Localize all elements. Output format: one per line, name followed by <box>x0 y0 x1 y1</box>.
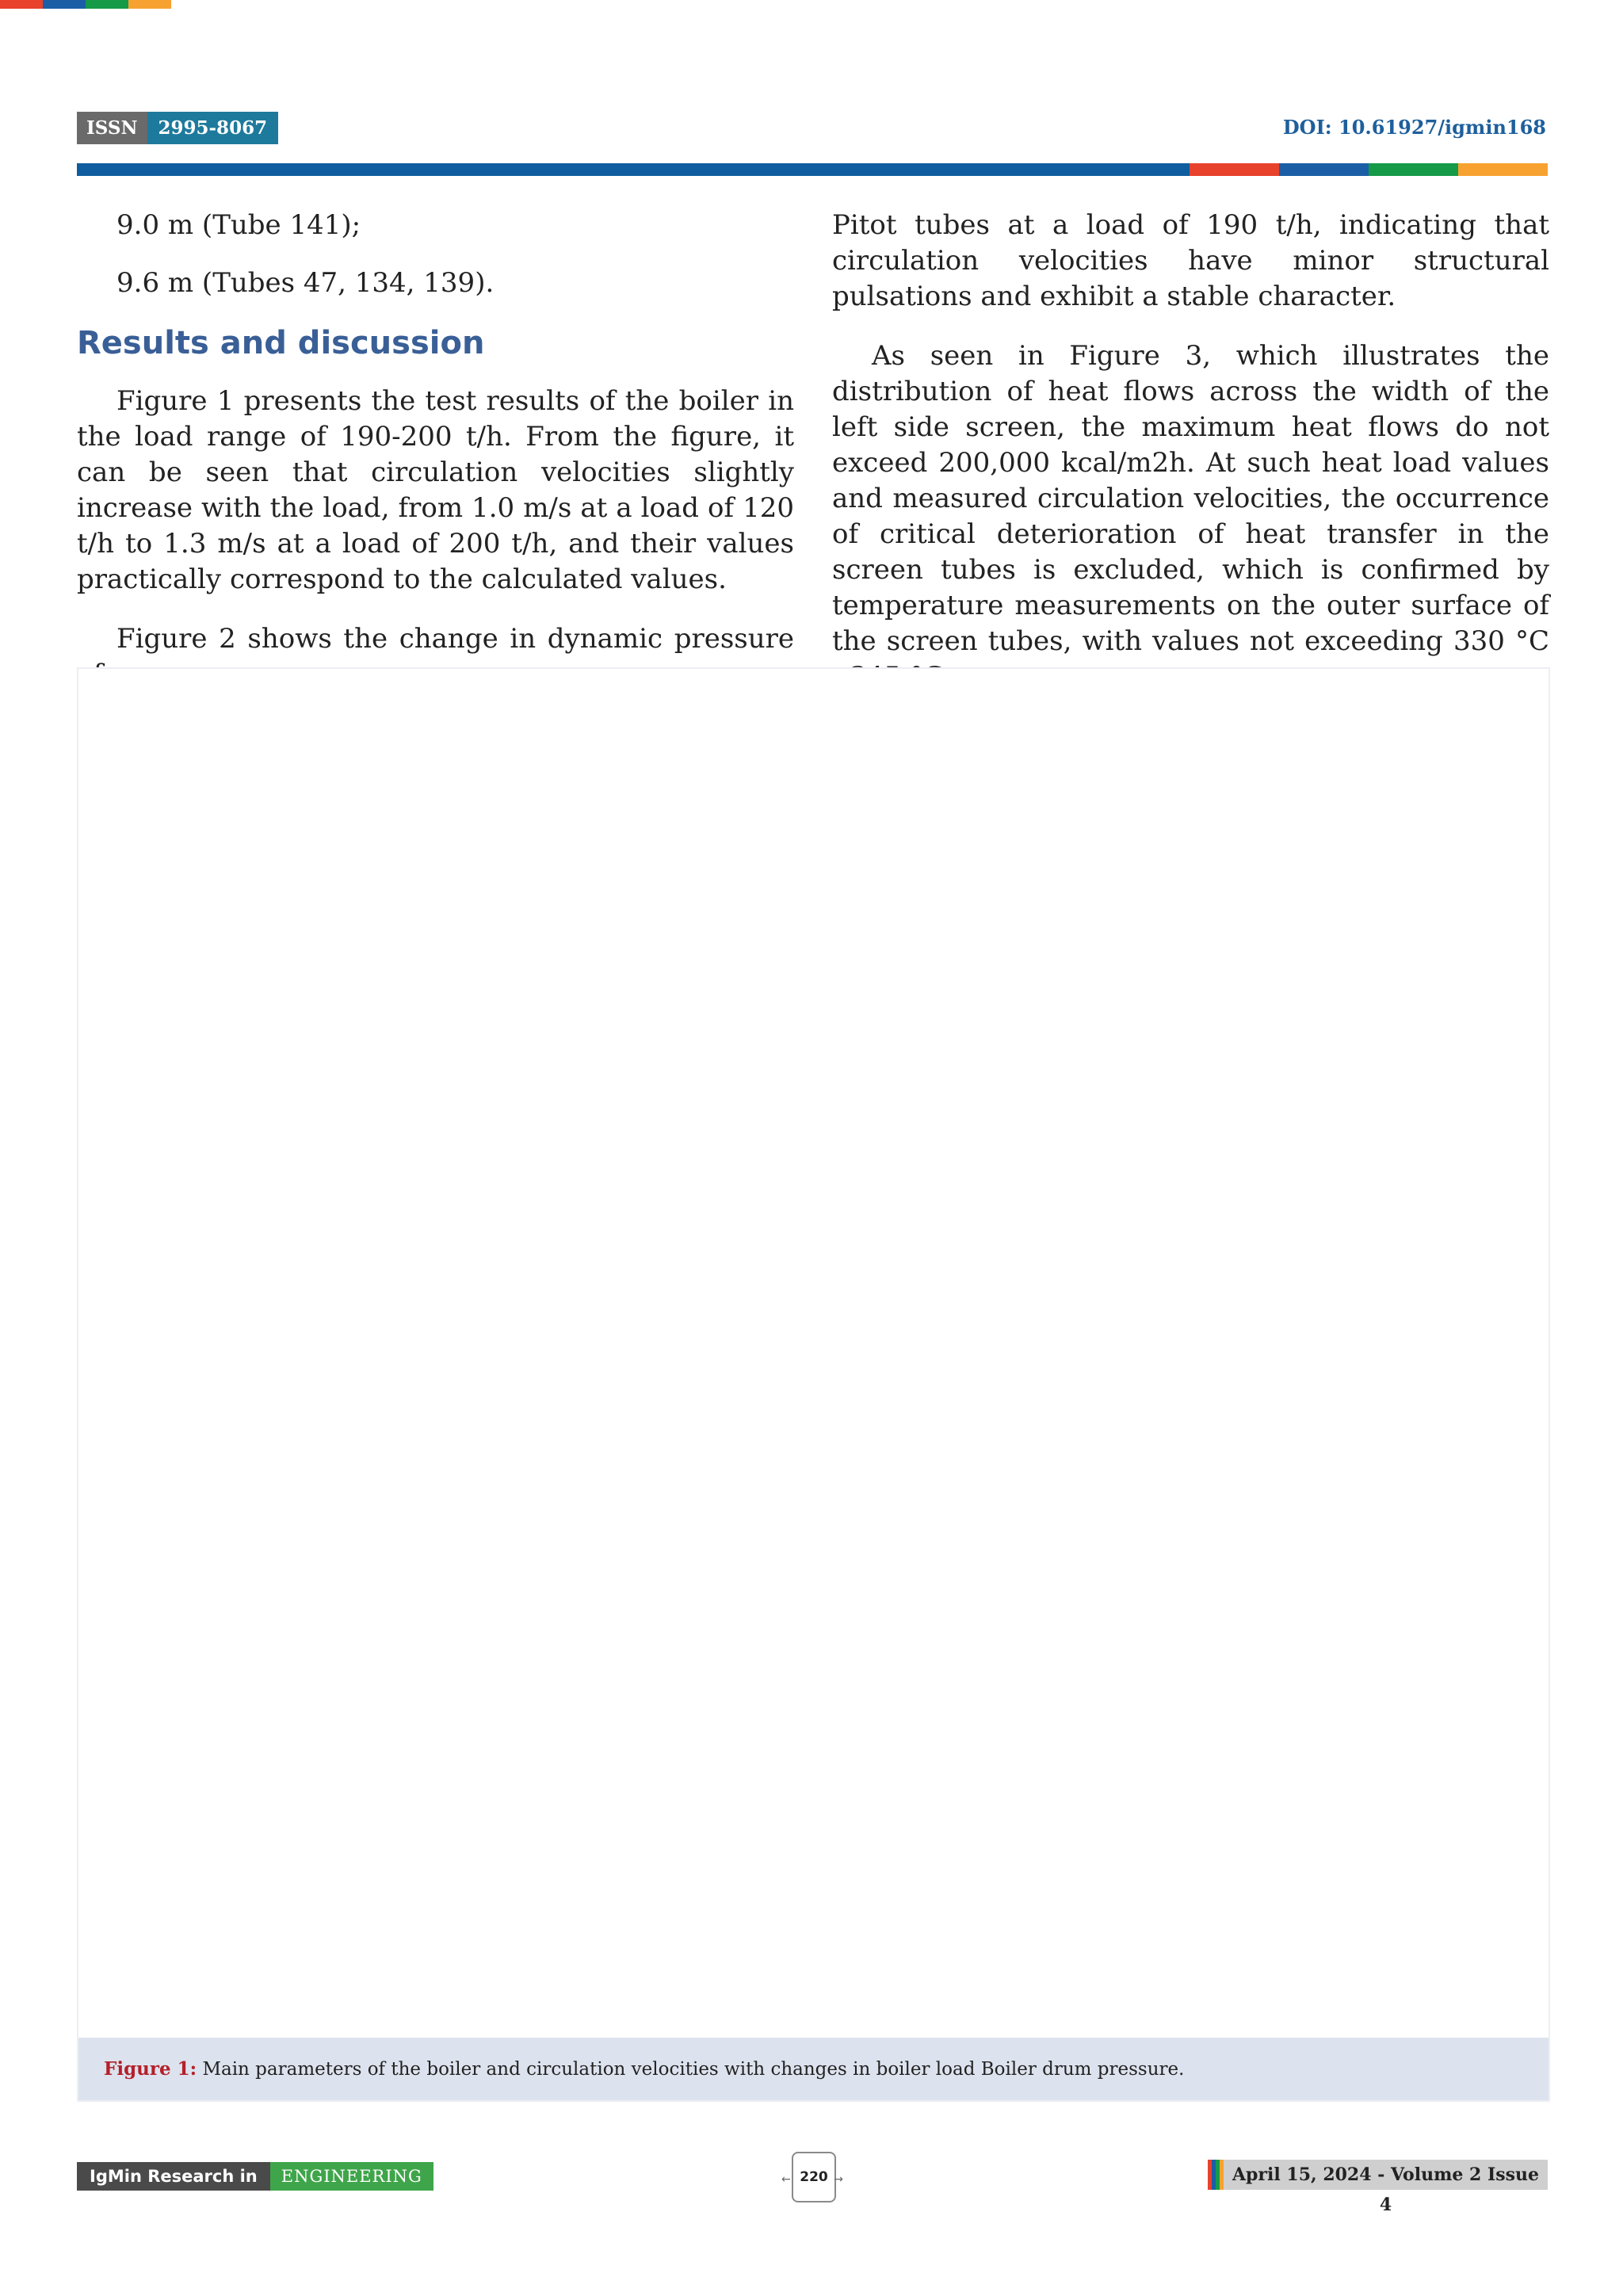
figure-caption-text: Main parameters of the boiler and circulation velocities with changes in boiler load Boiler drum pressure. <box>202 2059 1185 2080</box>
color-stripes <box>1208 2160 1224 2190</box>
right-column <box>832 208 1549 719</box>
journal-prefix: IgMin Research in <box>77 2162 270 2191</box>
paragraph: Figure 2 shows the change in dynamic pressure <box>116 623 794 655</box>
figure-caption <box>78 2038 1549 2100</box>
paragraph: Pitot tubes at a load of 190 t/h, indicating that circulation velocities have minor structural pulsations and exhibit a stable character. <box>832 209 1549 312</box>
issn-label: ISSN <box>77 112 147 144</box>
page-number: 220 <box>792 2152 836 2202</box>
rule-segment-orange <box>1458 163 1548 176</box>
strip-red <box>0 0 43 9</box>
section-heading: Results and discussion <box>77 325 485 361</box>
strip-blue <box>43 0 86 9</box>
rule-segment-blue <box>77 163 1190 176</box>
left-column <box>77 208 794 716</box>
issn-badge <box>77 112 278 144</box>
rule-segment-darkblue <box>1279 163 1369 176</box>
paragraph: As seen in Figure 3, which illustrates the distribution of heat flows across the width of the left side screen, the maximum heat flows do not exceed 200,000 kcal/m2h. At such heat load values and measured circulation velocities, the occurrence of critical deterioration of heat transfer in the screen tubes is excluded, which is confirmed by temperature measurements on the outer surface of the screen tubes, with values not exceeding 330 °C <box>832 340 1549 657</box>
strip-orange <box>128 0 171 9</box>
issn-number: 2995-8067 <box>147 112 279 144</box>
rule-segment-green <box>1369 163 1458 176</box>
journal-badge <box>77 2162 433 2191</box>
journal-field: ENGINEERING <box>270 2162 433 2191</box>
date-volume: April 15, 2024 - Volume 2 Issue 4 <box>1224 2160 1548 2190</box>
paragraph: Figure 1 presents the test results of the boiler in the load range of 190-200 t/h. From the figure, it can be seen that circulation velocities slightly increase with the load, from 1.0 m/s at a load of 120 t/h to 1.3 m/s at a load of 200 t/h, and their values practically correspond to the calculated values. <box>77 385 794 595</box>
list-item: 9.6 m (Tubes 47, 134, 139). <box>116 267 495 299</box>
header-rule-bar <box>77 163 1548 176</box>
right-arrow-icon: → <box>834 2173 843 2186</box>
figure-label: Figure 1: <box>104 2058 197 2080</box>
figure-1 <box>77 667 1550 2102</box>
doi-link[interactable]: DOI: 10.61927/igmin168 <box>1282 116 1546 139</box>
top-color-strip <box>0 0 171 9</box>
left-arrow-icon: ← <box>781 2173 791 2186</box>
figure-image-area <box>78 669 1549 2038</box>
rule-segment-red <box>1190 163 1279 176</box>
date-volume-badge <box>1208 2160 1548 2215</box>
strip-green <box>86 0 128 9</box>
page-number-badge <box>781 2152 843 2201</box>
list-item: 9.0 m (Tube 141); <box>116 209 361 241</box>
